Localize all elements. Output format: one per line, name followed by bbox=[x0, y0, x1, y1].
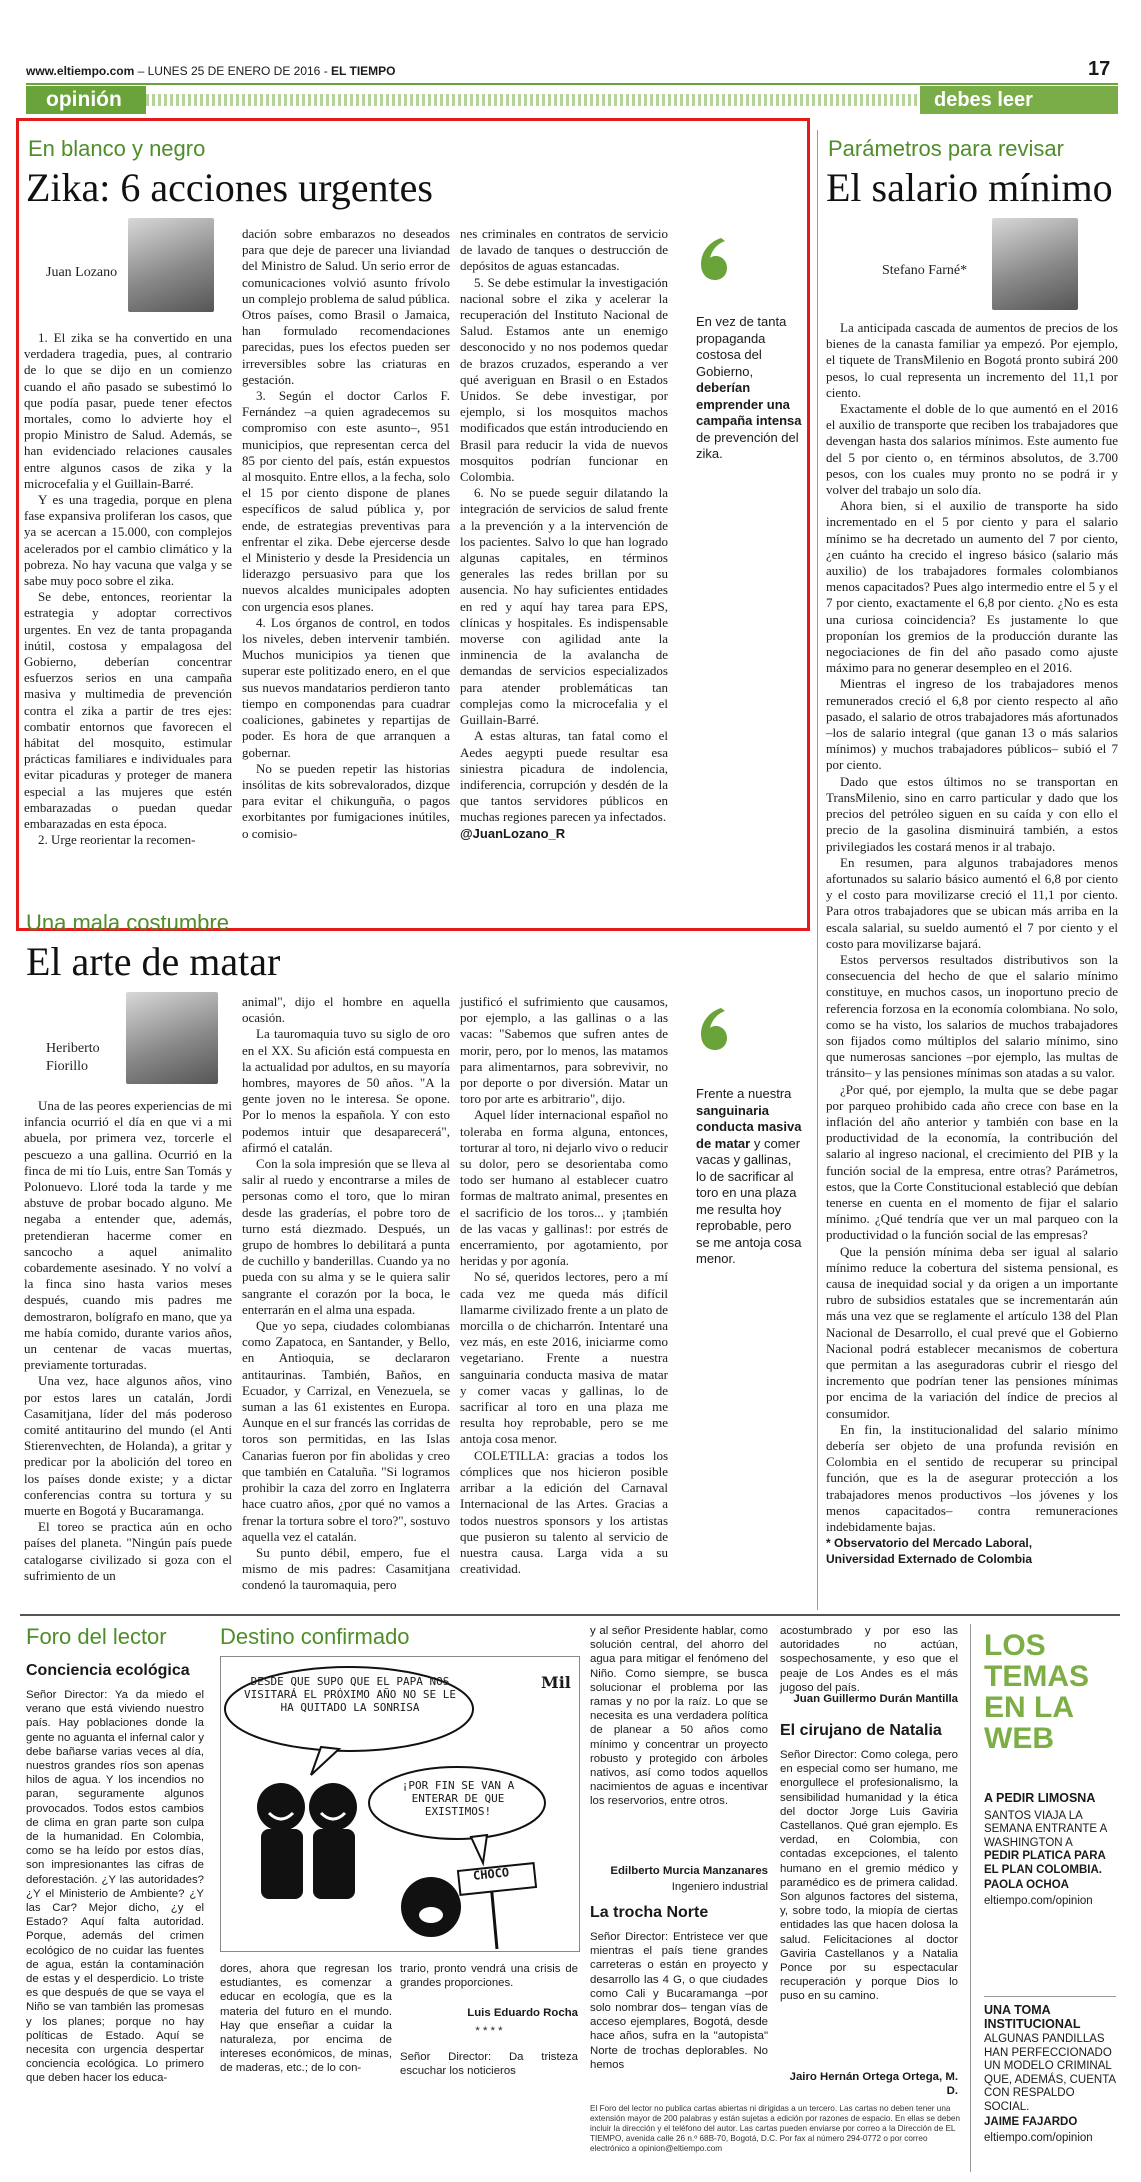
section-bar-dotted bbox=[146, 94, 1016, 106]
issue-date: LUNES 25 DE ENERO DE 2016 bbox=[147, 64, 321, 78]
arte-para: justificó el sufrimiento que causamos, por ejemplo, a las gallinas o a las vacas: "Sabemos que sufren antes de morir, pero, por lo menos, las matamos para alimentarnos, para sobrevivir, no por deporte o por diversión. Matar un toro por arte es arbitrario", dijo. bbox=[460, 994, 668, 1107]
zika-para: Se debe, entonces, reorientar la estrategia y adoptar correctivos urgentes. En vez de tanta propaganda inútil, costosa y empalagosa del Gobierno, deberían concentrar esfuerzos serios en una campaña masiva y multimedia de prevención contra el zika a partir de tres ejes: combatir entornos que favorecen el hábitat del mosquito, estimular prácticas familiares e individuales para evitar picaduras y proteger de manera especial a las mujeres que estén embarazadas o puedan quedar embarazadas en esta época. bbox=[24, 589, 232, 832]
web-divider bbox=[970, 1624, 971, 2172]
paper-name: EL TIEMPO bbox=[331, 64, 396, 78]
salario-footnote: * Observatorio del Mercado Laboral, Universidad Externado de Colombia bbox=[826, 1536, 1033, 1567]
author-photo-fiorillo bbox=[126, 992, 218, 1084]
arte-para: Aquel líder internacional español no toleraba en forma alguna, entonces, torturar al toro, ni dejarlo vivo o reducir su dolor, pero se desorientaba como todo ser humano al establecer cuatro formas de maltrato animal, presentes en el sacrificio de los toros... y ¡también de las vacas y gallinas!: por estrés de encerramiento, por agotamiento, por heridas y por agonía. bbox=[460, 1107, 668, 1269]
salario-para: Dado que estos últimos no se transportan en TransMilenio, sino en carro particular y dado que los precios del petróleo siguen en su caída y con ello el precio de la gasolina disminuirá también, a estos privilegiados les costará menos ir al trabajo. bbox=[826, 773, 1118, 854]
zika-author: Juan Lozano bbox=[46, 265, 118, 280]
arte-para: El toreo se practica aún en ocho países del planeta. "Ningún país puede catalogarse civilizado si goza con el sufrimiento de un bbox=[24, 1519, 232, 1583]
foro-footer-note: El Foro del lector no publica cartas abiertas ni dirigidas a un tercero. Las cartas no deben tener una extensión mayor de 200 palabras y están sujetas a edición por razones de espacio. En ellas se deben incluir la dirección y el teléfono del autor. Las cartas pueden enviarse por correo a la Dirección de EL TIEMPO, avenida calle 26 n.º 68B-70, Bogotá, D.C. Por fax al número 294-0772 o por correo electrónico a opinion@eltiempo.com bbox=[590, 2104, 961, 2153]
author-photo-farne bbox=[992, 218, 1078, 310]
author-rocha: Luis Eduardo Rocha bbox=[467, 2007, 578, 2019]
arte-para: Su punto débil, empero, fue el mismo de mis padres: Casamitjana condenó la tauromaquia, pero bbox=[242, 1544, 450, 1593]
arte-para: Con la sola impresión que se lleva al salir al ruedo y encontrarse a miles de personas como el toro, que lo miran desde las graderías, el pobre toro de turno está diezmado. Después, un grupo de hombres lo debilitará a punta de cuchillo y banderillas. Cuando ya no pueda con su alma y se le quiera salir sangrante el corazón por la boca, le enterrarán en el alma una espada. bbox=[242, 1156, 450, 1317]
salario-para: Que la pensión mínima deba ser igual al salario mínimo reduce la cobertura del sistema pensional, es causa de inequidad social y da origen a un importante rubro de subsidios estatales que se incrementarán aún más una vez que se reglamente el artículo 138 del Plan Nacional de Desarrollo, el cual prevé que el Gobierno Nacional podrá establecer mecanismos de cobertura que permitan a las aseguradoras cubrir el riesgo del incremento que podrían tener las pensiones mínimas por encima de la variación del índice de precios al consumidor. bbox=[826, 1243, 1118, 1421]
web-item-text: SANTOS VIAJA LA SEMANA ENTRANTE A WASHINGTON A bbox=[984, 1809, 1107, 1849]
cartoon-title: Destino confirmado bbox=[220, 1624, 410, 1649]
quote-mark-icon bbox=[695, 236, 729, 282]
zika-para: 3. Según el doctor Carlos F. Fernández –a quien agradecemos su compromiso con este asunto–, 951 municipios, que representan cerca del 85 por ciento del país, están expuestos al mosquito. Entre ellos, a la fecha, solo el 15 por ciento dispone de planes específicos de salud pública y, por ende, de estrategias preventivas para enfrentar el zika. Debe ejercerse desde el Ministerio y desde la Presidencia un liderazgo persuasivo para que los nuevos alcaldes municipales adopten con urgencia esos planes. bbox=[242, 388, 450, 614]
zika-para: 1. El zika se ha convertido en una verdadera tragedia, pues, al contrario de lo que se dijo en un comienzo cuando el año pasado se subestimó lo que podía pasar, puede tener efectos mortales, como lo advierte hoy el propio Ministro de Salud. Además, se han evidenciado relaciones causales entre algunos casos de zika y la microcefalia y el Guillain-Barré. bbox=[24, 330, 232, 491]
stars-divider: * * * * bbox=[475, 2025, 503, 2037]
zika-para: nes criminales en contratos de servicio de lavado de tanques o destrucción de depósitos de aguas estancadas. bbox=[460, 226, 668, 274]
web-item-divider bbox=[984, 1996, 1116, 1997]
arte-author: Heriberto Fiorillo bbox=[46, 1041, 100, 1074]
arte-para: La tauromaquia tuvo su siglo de oro en el XX. Su afición está compuesta en la actualidad por adultos, en su mayoría hombres, mayores de 50 años. "A la gente joven no le interesa. Se opone. Por lo menos la española. Y con esto podemos intuir que desaparecerá", afirmó el catalán. bbox=[242, 1026, 450, 1155]
arte-para: Una vez, hace algunos años, vino por estos lares un catalán, Jordi Casamitjana, líder del más poderoso comité antitaurino del mundo (el Anti Stierenvechten, de Holanda), a gritar y predicar por la abolición del toreo en los países donde existe; y a dictar conferencias contra su tortura y su muerte en Bogotá y Bucaramanga. bbox=[24, 1373, 232, 1519]
quote-mark-icon bbox=[695, 1006, 729, 1052]
arte-pull-quote: Frente a nuestra sanguinaria conducta masiva de matar y comer vacas y gallinas, lo de sacrificar al toro en una plaza me resulta hoy reprobable, pero se me antoja cosa menor. bbox=[696, 1086, 802, 1266]
web-item-author: PAOLA OCHOA bbox=[984, 1879, 1069, 1891]
web-item-toma[interactable] bbox=[984, 2004, 1116, 2145]
salario-para: En fin, la institucionalidad del salario mínimo debería ser objeto de una profunda revisión en Colombia en el sentido de recuperar su principal función, que es la de asegurar protección a los trabajadores menos productivos –los jóvenes y los menos capacitados– contra remuneraciones indebidamente bajas. bbox=[826, 1421, 1118, 1535]
web-item-text: ALGUNAS PANDILLAS HAN PERFECCIONADO UN MODELO CRIMINAL QUE, ADEMÁS, CUENTA CON RESPALDO SOCIAL. bbox=[984, 2033, 1116, 2113]
salario-para: Mientras el ingreso de los trabajadores menos remunerados creció el 6,8 por ciento respecto al año pasado, el salario de otros trabajadores más afortunados –los de salario integral (que ganan 13 o más salarios mínimos) y muchos trabajadores públicos– subió el 7 por ciento. bbox=[826, 676, 1118, 773]
zika-para: 2. Urge reorientar la recomen- bbox=[38, 832, 196, 848]
cartoon-bubble-1: DESDE QUE SUPO QUE EL PAPA NOS VISITARÁ EL PRÓXIMO AÑO NO SE LE HA QUITADO LA SONRISA bbox=[244, 1675, 456, 1714]
letter-conciencia: Señor Director: Ya da miedo el verano que está viviendo nuestro país. Hay poblaciones donde la gente no aguanta el infernal calor y debe bañarse varias veces al día, nuestros grandes ríos son apenas hilos de agua. Y los incendios no paran, seguramente algunos provocados. Todos estos cambios de clima en gran parte son culpa de la humanidad. En Colombia, como se ha leído por estos días, son impresionantes las cifras de deforestación. ¿Y las autoridades? ¿Y el Ministerio de Ambiente? ¿Y las Car? Mejor dicho, ¿y el Estado? Aquí falta autoridad. Porque, además del crimen ecológico de no cuidar las fuentes de agua, están la contaminación de estas y el desperdicio. Lo triste es que después de que se vaya el Niño se van también las promesas y los planes; porque no hay políticas de Estado. Aquí se necesita con urgencia despertar conciencia ecológica. Lo primero que deben hacer los educa- bbox=[26, 1689, 204, 2085]
author-ortega: Jairo Hernán Ortega Ortega, M. D. bbox=[789, 2071, 958, 2098]
zika-para: Y es una tragedia, porque en plena fase expansiva proliferan los casos, que ya se acercan a 15.000, con complejos acelerados por el cambio climático y la pobreza. No hay vacuna que valga y se sabe muy poco sobre el zika. bbox=[24, 492, 232, 589]
cartoon-bubble-2: ¡POR FIN SE VAN A ENTERAR DE QUE EXISTIMOS! bbox=[401, 1779, 515, 1818]
web-item-link[interactable]: eltiempo.com/opinion bbox=[984, 2131, 1093, 2144]
salario-para: Exactamente el doble de lo que aumentó en el 2016 el auxilio de transporte que reciben los trabajadores que devengan hasta dos salarios mínimos. Este aumento fue del 5 por ciento o, en términos absolutos, de 3.700 pesos, con los cuales muy pronto no se podrá ir y volver del trabajo un solo día. bbox=[826, 401, 1118, 498]
header-rule bbox=[26, 83, 1118, 85]
web-title: LOS TEMAS EN LA WEB bbox=[984, 1629, 1089, 1755]
letter-rios: y al señor Presidente hablar, como solución central, del ahorro del agua para mitigar el fenómeno del Niño. Como siempre, se busca solucionar el problema por las ramas y no por la raíz. Lo que se necesita es una verdadera política de planear a 50 años como mínimo y concentrar un proyecto robusto y protegido con árboles nativos, así como todos aquellos nacimientos de aguas e incentivar los reservorios, entre otros. bbox=[590, 1625, 768, 1808]
zika-para: No se pueden repetir las historias insólitas de kits sobrevalorados, dizque para evitar el chikunguña, o pagos exorbitantes por fumigaciones inútiles, o comisio- bbox=[242, 760, 450, 841]
web-item-link[interactable]: eltiempo.com/opinion bbox=[984, 1894, 1093, 1907]
page-number: 17 bbox=[1088, 58, 1111, 80]
debes-leer-tab[interactable] bbox=[920, 86, 1118, 114]
zika-pull-quote: En vez de tanta propaganda costosa del Gobierno, deberían emprender una campaña intensa de prevención del zika. bbox=[696, 314, 802, 461]
foro-sub-trocha: La trocha Norte bbox=[590, 1904, 709, 1921]
arte-para: No sé, queridos lectores, pero a mí cada vez me queda más difícil llamarme civilizado frente a un plato de morcilla o de chicharrón. Intentaré una vez más, en este 2016, iniciarme como vegetariano. Frente a nuestra sanguinaria conducta masiva de matar y comer vacas y gallinas, lo de sacrificar al toro en una plaza me resulta hoy reprobable, pero se me antoja cosa menor. bbox=[460, 1269, 668, 1447]
zika-para: dación sobre embarazos no deseados para que deje de parecer una liviandad del Ministro de Salud. Un serio error de comunicaciones volvió asunto frívolo un complejo problema de salud pública. Otros países, como Brasil o Jamaica, han formulado recomendaciones parecidas, pues los efectos pueden ser irreversibles sobre las criaturas en gestación. bbox=[242, 226, 450, 387]
author-photo-lozano bbox=[128, 218, 214, 312]
letter-cirujano: Señor Director: Como colega, pero en especial como ser humano, me enorgullece el profesionalismo, la sensibilidad humanidad y la ética del doctor Jorge Luis Gaviria Castellanos. Qué gran ejemplo. Es verdad, en Colombia, con contadas excepciones, el talento humano en el gremio médico y paramédico es de primera calidad. Son algunos factores del sistema, y, sobre todo, la miopía de ciertas entidades las que hacen dolosa la salud. Felicitaciones al doctor Gaviria Castellanos y a Natalia Ponce por su espectacular recuperación y porque Dios lo puso en su camino. bbox=[780, 1749, 958, 2003]
salario-para: ¿Por qué, por ejemplo, la multa que se debe pagar por parqueo prohibido cada año crece con base en la inflación del año anterior y también con base en la productividad de la economía, la contribución del salario al ingreso nacional, el crecimiento del PIB y la función social de la empresa, entre otras? Parámetros, estos, que la Corte Constitucional estableció que debían tenerse en cuenta en el momento de fijar el salario mínimo. ¿Qué tendría que ver un mal parqueo con la productividad o la función social de las empresas? bbox=[826, 1081, 1118, 1243]
cartoon bbox=[220, 1656, 580, 1952]
letter-conciencia-end: trario, pronto vendrá una crisis de grandes proporciones. bbox=[400, 1963, 578, 1990]
arte-col-1 bbox=[24, 1098, 232, 1680]
zika-kicker: En blanco y negro bbox=[28, 136, 206, 161]
author-murcia-role: Ingeniero industrial bbox=[671, 1881, 768, 1893]
zika-handle: @JuanLozano_R bbox=[460, 825, 566, 841]
letter-trocha-cont: acostumbrado y por eso las autoridades no actúan, sospechosamente, y eso que el peaje de Los Andes es el más jugoso del país. bbox=[780, 1625, 958, 1694]
letter-trocha: Señor Director: Entristece ver que mientras el país tiene grandes carreteras o están en proyecto y desarrollo las 4 G, o que ciudades como Cali y Bucaramanga –por solo nombrar dos– tengan vías de acceso ejemplares, Bogotá, desde hace años, sufra en la "autopista" Norte de trochas deplorables. No hemos bbox=[590, 1931, 768, 2071]
foro-sub-conciencia: Conciencia ecológica bbox=[26, 1662, 190, 1679]
salario-para: Estos perversos resultados distributivos son la consecuencia del hecho de que el salario mínimo constituye, en muchos casos, un inoportuno precio de referencia forzosa en la economía colombiana. No solo, como se ha visto, los salarios de muchos trabajadores son fijados como múltiplos del salario mínimo, sino que numerosas sanciones –por ejemplo, las multas de tránsito– y las pensiones mínimas son atadas a su valor. bbox=[826, 951, 1118, 1081]
arte-col-2 bbox=[242, 994, 450, 1680]
salario-kicker: Parámetros para revisar bbox=[828, 136, 1064, 161]
zika-col-1 bbox=[24, 330, 232, 922]
web-item-heading: A PEDIR LIMOSNA bbox=[984, 1791, 1096, 1805]
arte-col-3 bbox=[460, 994, 668, 1680]
debes-leer-label: debes leer bbox=[934, 89, 1033, 111]
section-label bbox=[26, 86, 146, 114]
foro-title: Foro del lector bbox=[26, 1624, 167, 1649]
arte-para: Una de las peores experiencias de mi infancia ocurrió el día en que vi a mi abuela, por primera vez, torcerle el pescuezo a una gallina. Ocurrió en la finca de mi tío Luis, entre San Tomás y Polonuevo. Lloré toda la tarde y me abstuve de probar bocado alguno. Me negaba a entender que, además, pretendieran hacerme comer en sancocho a aquel animalito cobardemente asesinado. Y no volví a la finca sino hasta varios meses después, cuando mis padres me demostraron, bolígrafo en mano, que ya me había comido, durante varios años, un centenar de vacas muertas, previamente torturadas. bbox=[24, 1098, 232, 1373]
cartoon-signature: Mil bbox=[541, 1673, 571, 1692]
author-duran: Juan Guillermo Durán Mantilla bbox=[793, 1693, 958, 1705]
cartoon-sign: CHOCÓ bbox=[472, 1865, 510, 1883]
zika-para: 6. No se puede seguir dilatando la integración de servicios de salud frente a la prevención y a la intervención de los pacientes. Salvo lo que han logrado algunas capitales, en términos generales las redes brillan por su ausencia. No hay suficientes entidades en red y aquí hay tarea para EPS, clínicas y hospitales. Es indispensable moverse con agilidad ante la inminencia de la avalancha de demandas de servicios especializados para atender problemáticas tan complejas como la microcefalia y el Guillain-Barré. bbox=[460, 485, 668, 728]
site-url[interactable]: www.eltiempo.com bbox=[26, 64, 135, 78]
foro-sub-cirujano: El cirujano de Natalia bbox=[780, 1722, 942, 1739]
salario-para: La anticipada cascada de aumentos de precios de los bienes de la canasta familiar ya empezó. Por ejemplo, el tiquete de TransMilenio en Bogotá pronto subirá 200 pesos, lo cual representa un incremento del 11,1 por ciento. bbox=[826, 320, 1118, 400]
zika-col-2 bbox=[242, 226, 450, 922]
web-item-heading: UNA TOMA INSTITUCIONAL bbox=[984, 2003, 1081, 2031]
salario-title: El salario mínimo bbox=[826, 165, 1113, 210]
arte-para: animal", dijo el hombre en aquella ocasión. bbox=[242, 994, 450, 1026]
web-item-limosna[interactable] bbox=[984, 1792, 1116, 1908]
arte-kicker: Una mala costumbre bbox=[26, 910, 229, 935]
salario-para: Ahora bien, si el auxilio de transporte ha sido incrementado en el 5 por ciento y para el salario mínimo se ha decretado un aumento del 7 por ciento, ¿en cuánto ha crecido el ingreso básico (salario más auxilio) de los trabajadores formales colombianos menos capacitados? Pues algo intermedio entre el 5 y el 7 por ciento, exactamente el 6,8 por ciento. ¿No es esta una curiosa coincidencia? Es justamente lo que proponían los gremios de la producción durante las negociaciones de fin del año pasado como ajuste máximo para no generar desempleo en el 2016. bbox=[826, 498, 1118, 676]
section-title: opinión bbox=[46, 88, 122, 111]
zika-para: 4. Los órganos de control, en todos los niveles, deben intervenir también. Muchos municipios ya tienen que superar este politizado enero, en el que sus nuevos mandatarios perdieron tanto tiempo en componendas para cuadrar coaliciones, gabinetes y repartijas de poder. Es hora de que arranquen a gobernar. bbox=[242, 614, 450, 760]
arte-title: El arte de matar bbox=[26, 939, 281, 984]
web-item-author: JAIME FAJARDO bbox=[984, 2116, 1078, 2128]
salario-para: En resumen, para algunos trabajadores menos afortunados su salario básico aumentó el 6,8 por ciento y el costo para movilizarse creció el 11,1 por ciento. Para otros trabajadores que se ubican más arriba en la escala salarial, su sueldo aumentó el 7 por ciento y el costo para movilizarse bajará. bbox=[826, 854, 1118, 951]
salario-column bbox=[826, 320, 1118, 1598]
zika-title: Zika: 6 acciones urgentes bbox=[26, 165, 433, 210]
zika-col-3 bbox=[460, 226, 668, 922]
salario-author: Stefano Farné* bbox=[882, 263, 968, 278]
column-divider bbox=[817, 130, 818, 1610]
bottom-divider bbox=[20, 1614, 1120, 1616]
arte-para: Que yo sepa, ciudades colombianas como Zapatoca, en Santander, y Bello, en Antioquia, se declararon antitaurinas. También, Baños, en Ecuador, y Carrizal, en Venezuela, se suman a las 61 existentes en Europa. Aunque en el sur francés las corridas de toros son permitidas, en las Islas Canarias fueron por fin abolidas y creo que también en Cataluña. "Si logramos prohibir la caza del zorro en Inglaterra hace cuatro años, ¿por qué no vamos a frenar la tortura sobre el toro?", sostuvo aquella vez el catalán. bbox=[242, 1318, 450, 1544]
page-header: www.eltiempo.com – LUNES 25 DE ENERO DE 2016 - EL TIEMPO bbox=[26, 64, 396, 78]
zika-para: 5. Se debe estimular la investigación nacional sobre el zika y acelerar la recuperación del Instituto Nacional de Salud. Estamos ante un enemigo desconocido y no nos podemos quedar de brazos cruzados, esperando a ver qué averiguan en Brasil o en Estados Unidos. Se debe investigar, por ejemplo, si los mosquitos machos modificados que están introduciendo en Brasil para reducir la vida de nuevos mosquitos podrían funcionar en Colombia. bbox=[460, 274, 668, 485]
web-item-highlight: PEDIR PLATICA PARA EL PLAN COLOMBIA. bbox=[984, 1850, 1106, 1876]
zika-para: A estas alturas, tan fatal como el Aedes aegypti puede resultar esa siniestra picadura de indolencia, indiferencia, corrupción y desdén de la que tantos servidores públicos en muchas regiones parecen ya infectados. bbox=[460, 728, 668, 825]
letter-conciencia-cont: dores, ahora que regresan los estudiantes, es comenzar a educar en ecología, que es la materia del futuro en el mundo. Hay que enseñar a cuidar la naturaleza, por encima de intereses económicos, de minas, de maderas, etc.; de lo con- bbox=[220, 1963, 392, 2075]
author-murcia: Edilberto Murcia Manzanares bbox=[610, 1865, 768, 1877]
arte-para: COLETILLA: gracias a todos los cómplices que nos hicieron posible arribar a la edición del Carnaval Internacional de las Artes. Gracias a todos nuestros sponsors y los artistas que pusieron su talento al servicio de nuestra causa. Larga vida a su creatividad. bbox=[460, 1447, 668, 1577]
letter-rios-start: Señor Director: Da tristeza escuchar los noticieros bbox=[400, 2051, 578, 2078]
